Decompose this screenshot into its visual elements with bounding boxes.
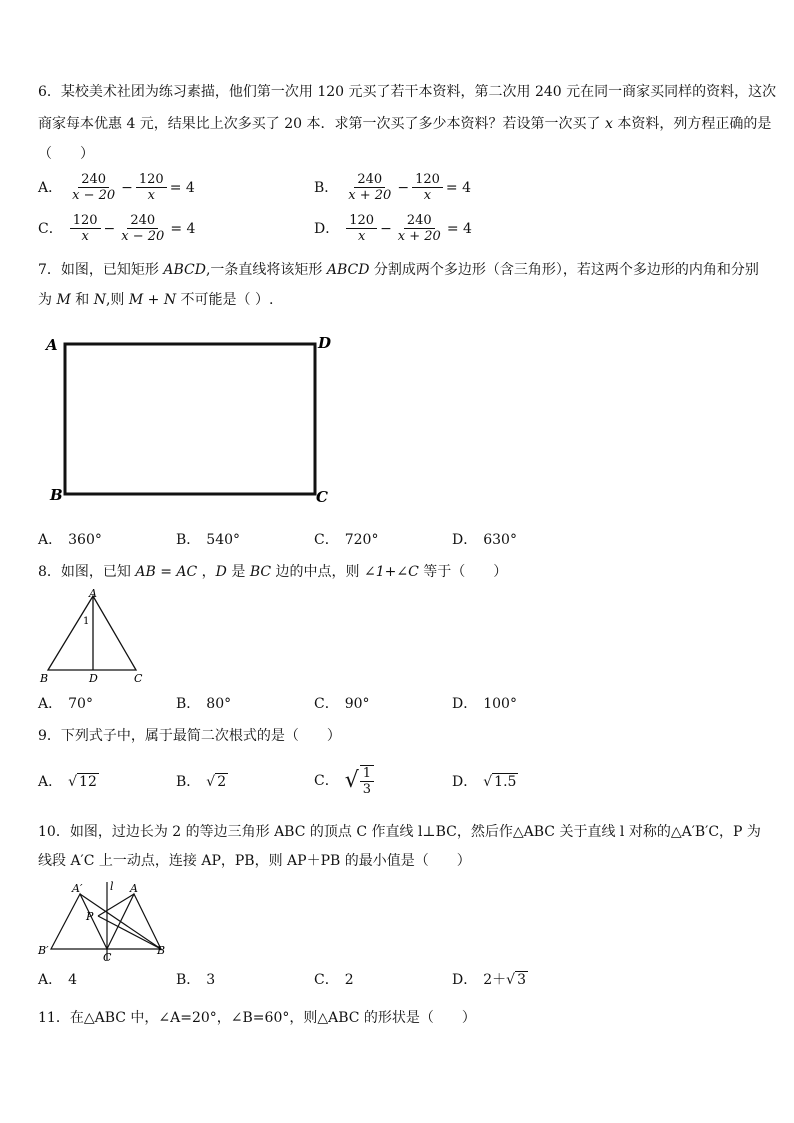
label-b-prime: B′	[38, 944, 49, 957]
q7-stem-line2: 为 M 和 N,则 M + N 不可能是（ ）.	[38, 292, 274, 308]
q6-stem-line1: 6．某校美术社团为练习素描，他们第一次用 120 元买了若干本资料，第二次用 240 元在同一商家买同样的资料，这次	[38, 84, 777, 100]
label-l: l	[110, 880, 114, 893]
q8-option-d: D． 100°	[452, 696, 517, 712]
q8-triangle-figure	[36, 586, 156, 686]
q6-blank: （ ）	[38, 146, 94, 162]
q10-stem-line2: 线段 A′C 上一动点，连接 AP，PB，则 AP＋PB 的最小值是（ ）	[38, 853, 471, 869]
q8-option-a: A． 70°	[38, 696, 93, 712]
q11-stem: 11．在△ABC 中，∠A=20°，∠B=60°，则△ABC 的形状是（ ）	[38, 1010, 476, 1026]
label-a: A	[89, 587, 97, 600]
label-p: P	[86, 910, 94, 923]
triangle-a1b1c	[51, 894, 107, 949]
label-d: D	[318, 334, 332, 352]
label-a-prime: A′	[72, 882, 83, 895]
q7-rectangle-figure	[40, 330, 340, 510]
q6-option-a: A． $\frac{240}{x - 20}$ − $\frac{120}{x}$ = 4	[38, 172, 195, 203]
q6-option-b: B． $\frac{240}{x + 20}$ − $\frac{120}{x}$ = 4	[314, 172, 471, 203]
label-c: C	[103, 951, 112, 964]
q8-option-b: B． 80°	[176, 696, 232, 712]
triangle-abc	[107, 894, 161, 949]
q9-stem: 9．下列式子中，属于最简二次根式的是（ ）	[38, 728, 341, 744]
triangle-abc	[48, 596, 136, 670]
q10-option-b: B． 3	[176, 972, 216, 988]
q9-option-b: B． √ 2	[176, 774, 227, 790]
label-c: C	[316, 488, 328, 506]
label-b: B	[50, 486, 63, 504]
q7-option-b: B． 540°	[176, 532, 241, 548]
label-a: A	[46, 336, 58, 354]
label-d: D	[89, 672, 98, 685]
q9-option-a: A． √ 12	[38, 774, 97, 790]
q10-triangle-figure	[36, 880, 176, 964]
q9-option-c: C． √ $\frac{1}{3}$	[314, 765, 375, 797]
q6-option-c: C． $\frac{120}{x}$ − $\frac{240}{x - 20}$ = 4	[38, 213, 196, 244]
q8-stem: 8．如图，已知 AB = AC ，D 是 BC 边的中点，则 ∠1+∠C 等于（ ）	[38, 564, 508, 580]
q10-option-d: D． 2＋√ 3	[452, 972, 526, 988]
rectangle-abcd	[65, 344, 315, 494]
label-b: B	[40, 672, 49, 685]
q6-stem-line2: 商家每本优惠 4 元，结果比上次多买了 20 本．求第一次买了多少本资料？若设第一次买了 x 本资料，列方程正确的是	[38, 116, 772, 132]
q7-option-d: D． 630°	[452, 532, 517, 548]
q8-option-c: C． 90°	[314, 696, 370, 712]
q7-stem-line1: 7．如图，已知矩形 ABCD,一条直线将该矩形 ABCD 分割成两个多边形（含三角形），若这两个多边形的内角和分别	[38, 262, 759, 278]
q10-option-c: C． 2	[314, 972, 354, 988]
q7-option-a: A． 360°	[38, 532, 102, 548]
label-a: A	[130, 882, 138, 895]
q9-option-d: D． √ 1.5	[452, 774, 517, 790]
q10-option-a: A． 4	[38, 972, 78, 988]
label-b: B	[157, 944, 166, 957]
label-c: C	[134, 672, 143, 685]
q6-option-d: D． $\frac{120}{x}$ − $\frac{240}{x + 20}$ = 4	[314, 213, 472, 244]
q7-option-c: C． 720°	[314, 532, 379, 548]
q10-stem-line1: 10．如图，过边长为 2 的等边三角形 ABC 的顶点 C 作直线 l⊥BC，然后作△ABC 关于直线 l 对称的△A′B′C，P 为	[38, 824, 761, 840]
label-angle-1: 1	[83, 616, 90, 627]
